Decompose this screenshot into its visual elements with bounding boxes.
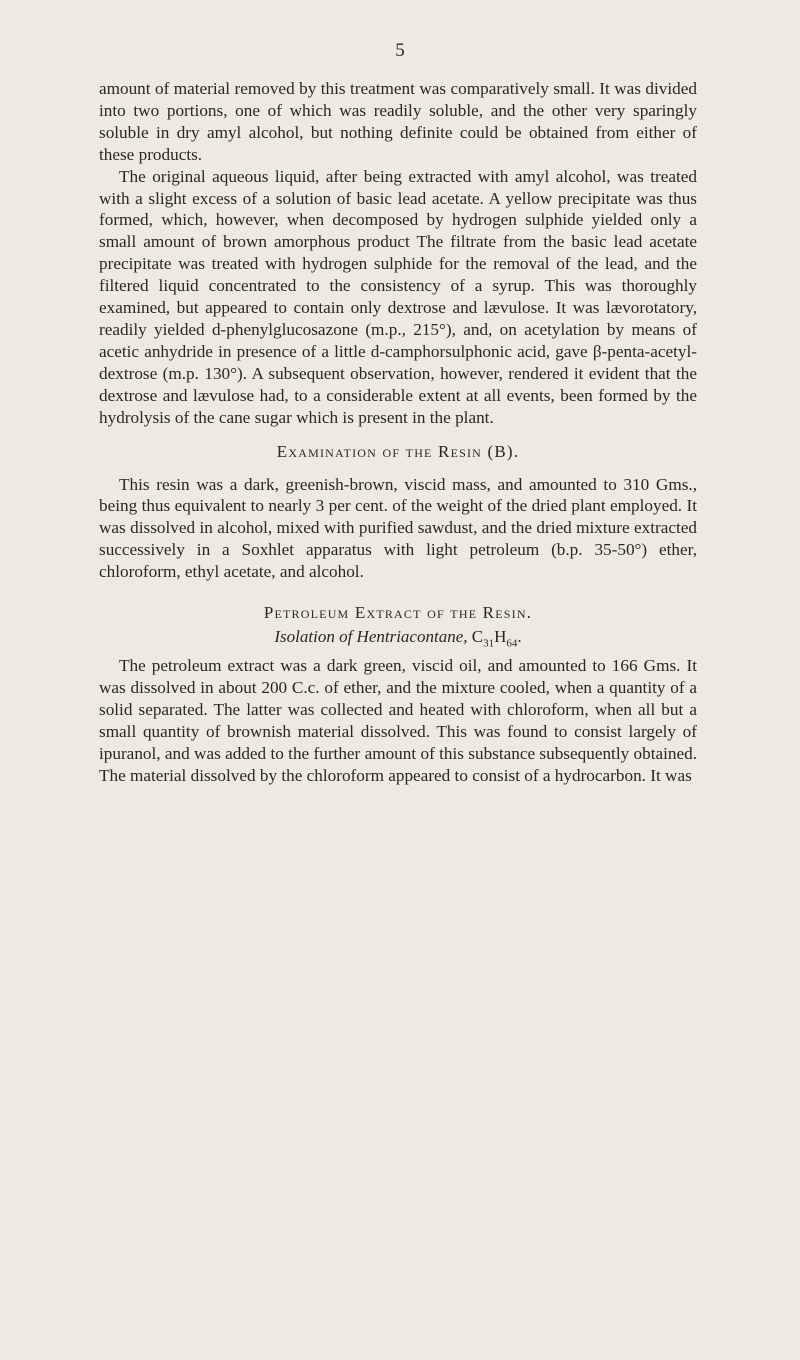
chemical-formula: $C_{31}H_{64}$. bbox=[471, 627, 522, 650]
subheading-text: Isolation of Hentriacontane, bbox=[274, 627, 468, 647]
paragraph-resin-description: This resin was a dark, greenish-brown, viscid mass, and amounted to 310 Gms., being thus equivalent to nearly 3 per cent. of the weight of the dried plant employed. It was dissolved in alcohol, mixed with purified sawdust, and the dried mixture extracted successively in a Soxhlet apparatus with light petroleum (b.p. 35-50°) ether, chloroform, ethyl acetate, and alcohol. bbox=[99, 474, 697, 582]
heading-petroleum-extract: Petroleum Extract of the Resin. bbox=[263, 603, 533, 623]
page-number: 5 bbox=[395, 40, 405, 61]
heading-examination-resin: Examination of the Resin (B). bbox=[276, 441, 520, 461]
subheading-isolation bbox=[99, 627, 697, 649]
text-column bbox=[99, 78, 697, 787]
paragraph-petroleum-extract: The petroleum extract was a dark green, viscid oil, and amounted to 166 Gms. It was dissolved in about 200 C.c. of ether, and the mixture cooled, when a quantity of a solid separated. The latter was collected and heated with chloroform, when all but a small quantity of brownish material dissolved. This was found to consist largely of ipuranol, and was added to the further amount of this substance subsequently obtained. The material dissolved by the chloroform appeared to consist of a hydrocarbon. It was bbox=[99, 656, 697, 785]
paragraph-aqueous-liquid: The original aqueous liquid, after being extracted with amyl alcohol, was treated with a slight excess of a solution of basic lead acetate. A yellow precipitate was thus formed, which, however, when decomposed by hydrogen sulphide yielded only a small amount of brown amorphous product The filtrate from the basic lead acetate precipitate was treated with hydrogen sulphide for the removal of the lead, and the filtered liquid concentrated to the consistency of a syrup. This was thoroughly examined, but appeared to contain only dextrose and lævulose. It was lævorotatory, readily yielded d-phenylglucosazone (m.p., 215°), and, on acetylation by means of acetic anhydride in presence of a little d-camphorsulphonic acid, gave β-penta-acetyl-dextrose (m.p. 130°). A subsequent observation, however, rendered it evident that the dextrose and lævulose had, to a considerable extent at all events, been formed by the hydrolysis of the cane sugar which is present in the plant. bbox=[99, 166, 697, 427]
paragraph-continued: amount of material removed by this treatment was comparatively small. It was divided into two portions, one of which was readily soluble, and the other very sparingly soluble in dry amyl alcohol, but nothing definite could be obtained from either of these products. bbox=[99, 79, 697, 164]
